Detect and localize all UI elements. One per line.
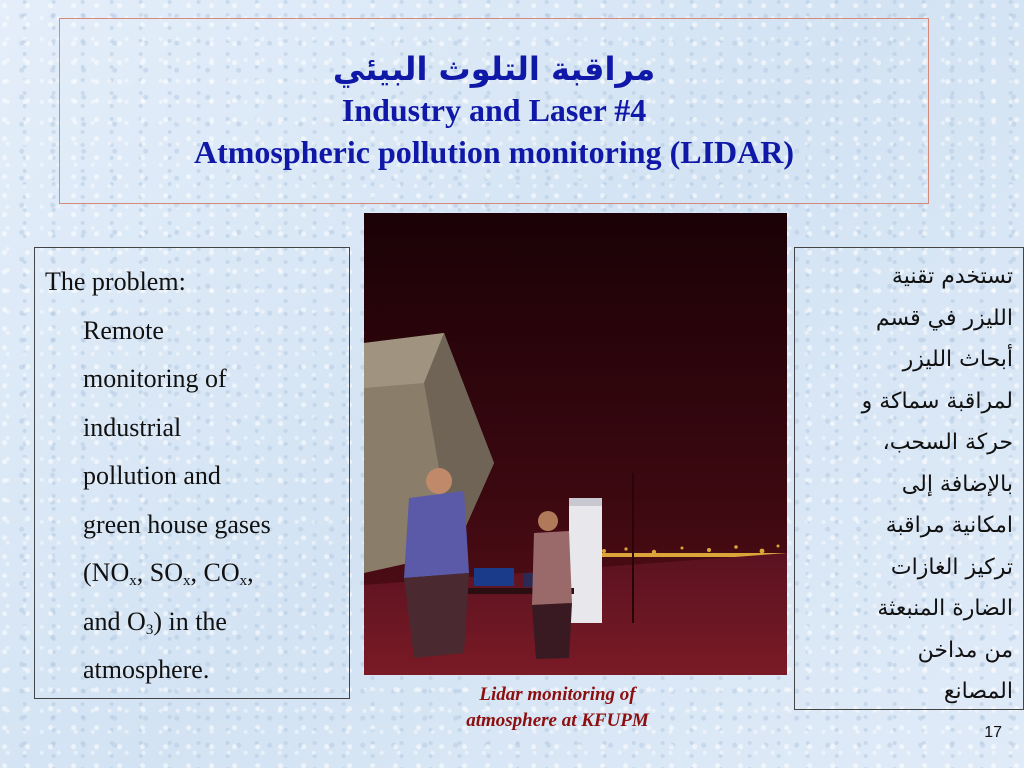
arabic-line: امكانية مراقبة: [885, 513, 1013, 538]
arabic-line: بالإضافة إلى: [901, 471, 1013, 497]
problem-line: atmosphere.: [83, 655, 210, 684]
arabic-line: تركيز الغازات: [890, 554, 1013, 580]
subscript-3: 3: [145, 621, 154, 638]
arabic-text-box: [794, 247, 1024, 710]
arabic-line: من مداخن: [917, 637, 1013, 663]
photo-caption: [420, 682, 695, 734]
arabic-line: أبحاث الليزر: [902, 347, 1013, 372]
and-o: and O: [83, 606, 146, 636]
arabic-line: لمراقبة سماكة و: [861, 388, 1013, 414]
gas-no: NO: [91, 558, 130, 587]
title-line-2: Atmospheric pollution monitoring (LIDAR): [193, 134, 794, 170]
caption-line-2: atmosphere at KFUPM: [466, 710, 649, 731]
arabic-line: الضارة المنبعثة: [877, 596, 1013, 621]
subscript-x: x: [129, 573, 137, 589]
lidar-photo: [364, 213, 787, 675]
subscript-x: x: [182, 573, 191, 589]
problem-line: green house gases: [83, 509, 271, 539]
problem-line: Remote: [83, 315, 164, 345]
subscript-x: x: [239, 573, 248, 589]
gas-co: CO: [203, 558, 240, 587]
lidar-night-photo-icon: [364, 213, 787, 675]
problem-line: industrial: [83, 412, 182, 442]
title-line-1: Industry and Laser #4: [341, 92, 647, 128]
arabic-line: المصانع: [943, 679, 1013, 704]
gas-so: SO: [149, 558, 183, 587]
in-the: ) in the: [153, 606, 227, 636]
page-number: 17: [984, 724, 1002, 741]
caption-line-1: Lidar monitoring of: [479, 684, 636, 705]
problem-text-box: [34, 247, 350, 699]
ozone-line: [45, 598, 339, 647]
arabic-title: مراقبة التلوث البيئي: [332, 50, 656, 88]
arabic-line: الليزر في قسم: [875, 305, 1013, 331]
arabic-line: تستخدم تقنية: [891, 264, 1013, 289]
problem-heading: The problem:: [45, 267, 186, 296]
gases-line: ($NO_x$, $SO_x$, $CO_x$,: [83, 558, 254, 589]
problem-line: monitoring of: [83, 364, 227, 393]
title-box: [59, 18, 929, 204]
arabic-line: حركة السحب،: [882, 430, 1013, 455]
problem-line: pollution and: [83, 461, 221, 490]
